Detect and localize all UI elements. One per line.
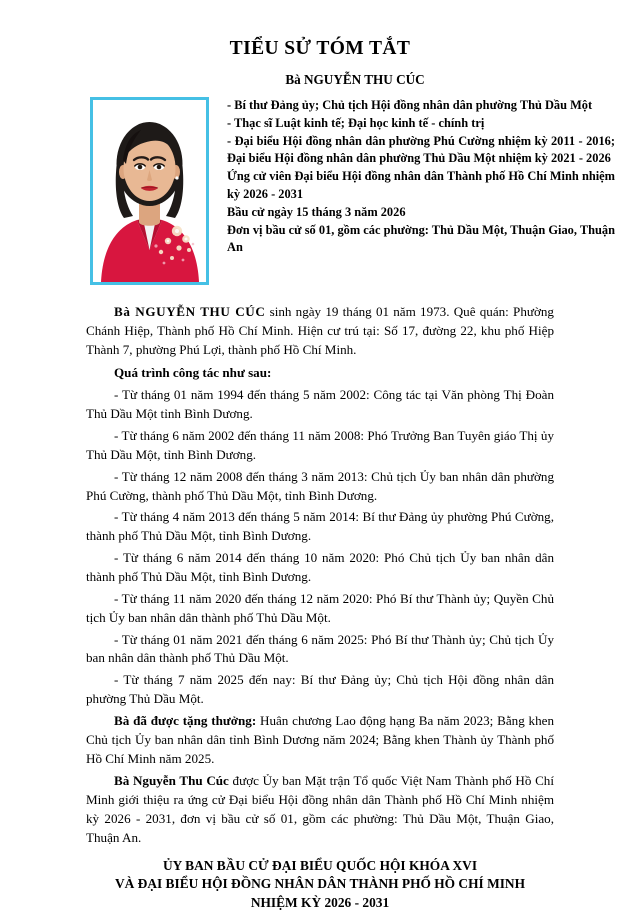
portrait-photo (90, 97, 209, 285)
subject-name: Bà NGUYỄN THU CÚC (285, 72, 425, 87)
credential-line-6: Đơn vị bầu cử số 01, gồm các phường: Thủ Dầu Một, Thuận Giao, Thuận An (227, 222, 615, 254)
credentials-list (227, 97, 615, 256)
career-item: - Từ tháng 01 năm 1994 đến tháng 5 năm 2002: Công tác tại Văn phòng Thị Đoàn Thủ Dầu Một tỉnh Bình Dương. (86, 387, 554, 422)
header-block (0, 97, 640, 293)
credential-line-5: Bầu cử ngày 15 tháng 3 năm 2026 (227, 204, 406, 219)
awards-paragraph (86, 712, 554, 769)
footer-line-3: NHIỆM KỲ 2026 - 2031 (250, 894, 390, 910)
career-item: - Từ tháng 6 năm 2014 đến tháng 10 năm 2020: Phó Chủ tịch Ủy ban nhân dân thành phố Thủ Dầu Một, tỉnh Bình Dương. (86, 550, 554, 584)
footer-line-1: ỦY BAN BẦU CỬ ĐẠI BIỂU QUỐC HỘI KHÓA XVI (162, 857, 478, 873)
footer-line-2: VÀ ĐẠI BIỂU HỘI ĐỒNG NHÂN DÂN THÀNH PHỐ HỒ CHÍ MINH (114, 876, 526, 892)
awards-label: Bà đã được tặng thưởng: (114, 712, 257, 728)
biography-body (86, 303, 554, 848)
portrait-illustration (93, 100, 206, 282)
career-item: - Từ tháng 4 năm 2013 đến tháng 5 năm 2014: Bí thư Đảng ủy phường Phú Cường, thành phố Thủ Dầu Một, tỉnh Bình Dương. (86, 509, 554, 544)
intro-rest: sinh ngày 19 tháng 01 năm 1973. Quê quán: Phường Chánh Hiệp, Thành phố Hồ Chí Minh. Hiện cư trú tại: Số 17, đường 22, khu phố Hiệp Thành 7, phường Phú Lợi, thành phố Hồ Chí Minh. (86, 304, 554, 357)
credential-line-4: Ứng cử viên Đại biểu Hội đồng nhân dân Thành phố Hồ Chí Minh nhiệm kỳ 2026 - 2031 (227, 169, 615, 201)
nomination-text: được Ủy ban Mặt trận Tổ quốc Việt Nam Thành phố Hồ Chí Minh giới thiệu ra ứng cử Đại biểu Hội đồng nhân dân Thành phố Hồ Chí Minh nhiệm kỳ 2026 - 2031, đơn vị bầu cử số 01, gồm các phường: Thủ Dầu Một, Thuận Giao, Thuận An. (86, 773, 554, 845)
career-heading-text: Quá trình công tác như sau: (114, 364, 272, 380)
intro-name: Bà NGUYỄN THU CÚC (114, 304, 266, 319)
nomination-name: Bà Nguyễn Thu Cúc (114, 773, 229, 789)
career-item: - Từ tháng 7 năm 2025 đến nay: Bí thư Đảng ủy; Chủ tịch Hội đồng nhân dân phường Thủ Dầu Một. (86, 672, 554, 707)
intro-paragraph (86, 303, 554, 360)
nomination-paragraph (86, 772, 554, 847)
credential-line-2: - Thạc sĩ Luật kinh tế; Đại học kinh tế - chính trị (227, 116, 485, 131)
credential-line-1: - Bí thư Đảng ủy; Chủ tịch Hội đồng nhân dân phường Thủ Dầu Một (227, 98, 593, 112)
career-item: - Từ tháng 11 năm 2020 đến tháng 12 năm 2020: Phó Bí thư Thành ủy; Quyền Chủ tịch Ủy ban nhân dân thành phố Thủ Dầu Một. (86, 590, 554, 625)
career-item: - Từ tháng 01 năm 2021 đến tháng 6 năm 2025: Phó Bí thư Thành ủy; Chủ tịch Ủy ban nhân dân thành phố Thủ Dầu Một. (86, 631, 554, 666)
page-title: TIỂU SỬ TÓM TẮT (229, 38, 411, 59)
footer-authority (40, 857, 600, 912)
awards-text: Huân chương Lao động hạng Ba năm 2023; Bằng khen Chủ tịch Ủy ban nhân dân tỉnh Bình Dương năm 2024; Bằng khen Thành ủy Thành phố Hồ Chí Minh năm 2025. (86, 712, 554, 766)
career-heading (86, 364, 554, 383)
career-item: - Từ tháng 12 năm 2008 đến tháng 3 năm 2013: Chủ tịch Ủy ban nhân dân phường Phú Cường, thành phố Thủ Dầu Một, tỉnh Bình Dương. (86, 468, 554, 503)
credential-line-3: - Đại biểu Hội đồng nhân dân phường Phú Cường nhiệm kỳ 2011 - 2016; Đại biểu Hội đồng nhân dân phường Thủ Dầu Một nhiệm kỳ 2021 - 2026 (227, 134, 615, 166)
career-item: - Từ tháng 6 năm 2002 đến tháng 11 năm 2008: Phó Trưởng Ban Tuyên giáo Thị ủy Thủ Dầu Một, tỉnh Bình Dương. (86, 428, 554, 462)
